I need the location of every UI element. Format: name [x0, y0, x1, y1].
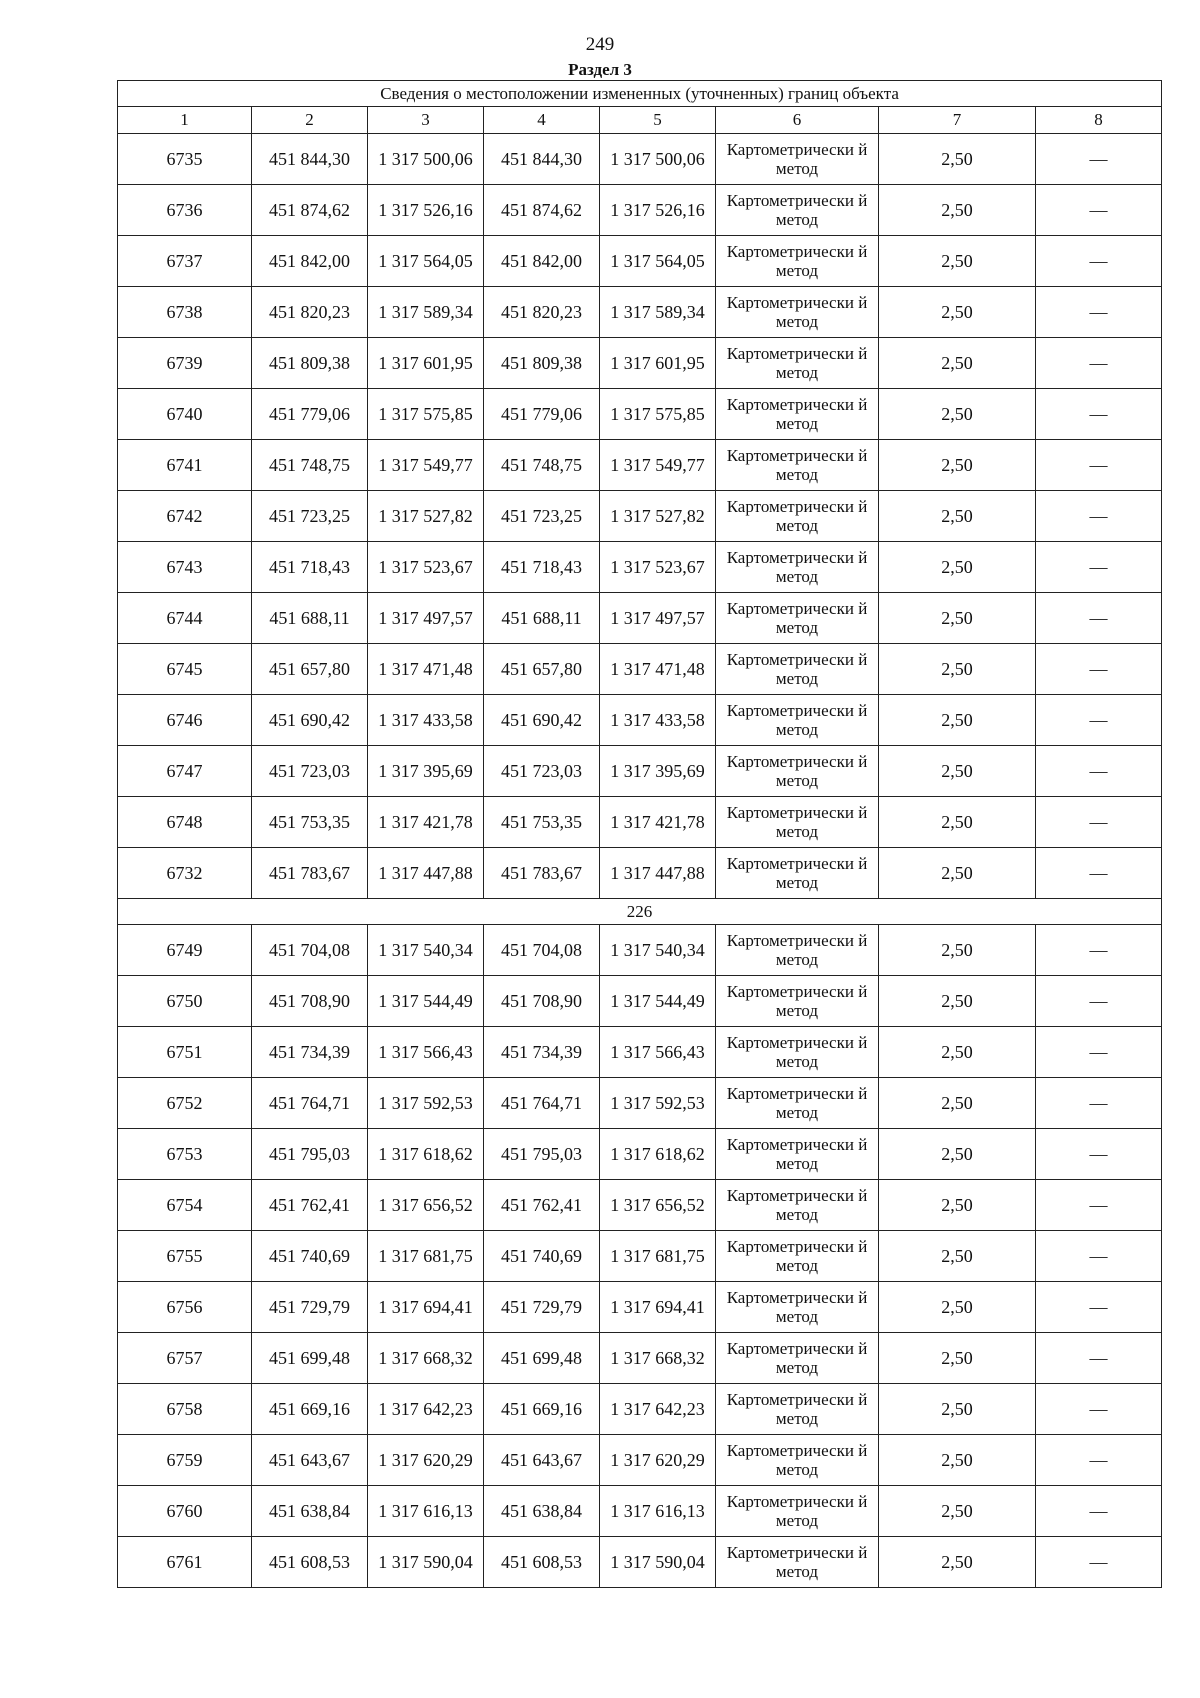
group-label-row — [118, 899, 1162, 925]
x-new-cell: 451 699,48 — [484, 1333, 600, 1384]
description-cell: — — [1036, 1231, 1162, 1282]
column-number-8: 8 — [1036, 107, 1162, 134]
precision-cell: 2,50 — [879, 797, 1036, 848]
x-new-cell: 451 740,69 — [484, 1231, 600, 1282]
description-cell: — — [1036, 542, 1162, 593]
x-new-cell: 451 690,42 — [484, 695, 600, 746]
table-row — [118, 644, 1162, 695]
table-row — [118, 440, 1162, 491]
x-new-cell: 451 723,25 — [484, 491, 600, 542]
method-cell: Картометрически й метод — [716, 1180, 879, 1231]
description-cell: — — [1036, 134, 1162, 185]
x-old-cell: 451 723,03 — [252, 746, 368, 797]
table-row — [118, 338, 1162, 389]
y-new-cell: 1 317 523,67 — [600, 542, 716, 593]
method-cell: Картометрически й метод — [716, 440, 879, 491]
x-old-cell: 451 708,90 — [252, 976, 368, 1027]
y-new-cell: 1 317 642,23 — [600, 1384, 716, 1435]
x-old-cell: 451 718,43 — [252, 542, 368, 593]
x-new-cell: 451 844,30 — [484, 134, 600, 185]
description-cell: — — [1036, 695, 1162, 746]
y-new-cell: 1 317 656,52 — [600, 1180, 716, 1231]
y-new-cell: 1 317 589,34 — [600, 287, 716, 338]
table-row — [118, 1282, 1162, 1333]
y-old-cell: 1 317 500,06 — [368, 134, 484, 185]
method-cell: Картометрически й метод — [716, 797, 879, 848]
y-old-cell: 1 317 592,53 — [368, 1078, 484, 1129]
method-cell: Картометрически й метод — [716, 1027, 879, 1078]
x-new-cell: 451 638,84 — [484, 1486, 600, 1537]
y-old-cell: 1 317 527,82 — [368, 491, 484, 542]
precision-cell: 2,50 — [879, 1027, 1036, 1078]
x-old-cell: 451 842,00 — [252, 236, 368, 287]
x-old-cell: 451 729,79 — [252, 1282, 368, 1333]
y-new-cell: 1 317 527,82 — [600, 491, 716, 542]
description-cell: — — [1036, 287, 1162, 338]
y-old-cell: 1 317 668,32 — [368, 1333, 484, 1384]
x-old-cell: 451 638,84 — [252, 1486, 368, 1537]
y-old-cell: 1 317 433,58 — [368, 695, 484, 746]
point-number-cell: 6754 — [118, 1180, 252, 1231]
y-new-cell: 1 317 616,13 — [600, 1486, 716, 1537]
x-new-cell: 451 783,67 — [484, 848, 600, 899]
precision-cell: 2,50 — [879, 976, 1036, 1027]
y-new-cell: 1 317 549,77 — [600, 440, 716, 491]
table-row — [118, 1231, 1162, 1282]
method-cell: Картометрически й метод — [716, 134, 879, 185]
x-new-cell: 451 753,35 — [484, 797, 600, 848]
y-old-cell: 1 317 620,29 — [368, 1435, 484, 1486]
column-number-5: 5 — [600, 107, 716, 134]
point-number-cell: 6749 — [118, 925, 252, 976]
precision-cell: 2,50 — [879, 287, 1036, 338]
precision-cell: 2,50 — [879, 1129, 1036, 1180]
point-number-cell: 6747 — [118, 746, 252, 797]
x-new-cell: 451 669,16 — [484, 1384, 600, 1435]
method-cell: Картометрически й метод — [716, 1078, 879, 1129]
y-new-cell: 1 317 544,49 — [600, 976, 716, 1027]
y-old-cell: 1 317 523,67 — [368, 542, 484, 593]
y-old-cell: 1 317 590,04 — [368, 1537, 484, 1588]
table-row — [118, 848, 1162, 899]
x-old-cell: 451 874,62 — [252, 185, 368, 236]
table-row — [118, 976, 1162, 1027]
description-cell: — — [1036, 1078, 1162, 1129]
point-number-cell: 6748 — [118, 797, 252, 848]
precision-cell: 2,50 — [879, 1333, 1036, 1384]
y-old-cell: 1 317 589,34 — [368, 287, 484, 338]
description-cell: — — [1036, 338, 1162, 389]
precision-cell: 2,50 — [879, 1384, 1036, 1435]
x-new-cell: 451 729,79 — [484, 1282, 600, 1333]
description-cell: — — [1036, 389, 1162, 440]
precision-cell: 2,50 — [879, 1078, 1036, 1129]
method-cell: Картометрически й метод — [716, 185, 879, 236]
x-new-cell: 451 708,90 — [484, 976, 600, 1027]
table-row — [118, 1537, 1162, 1588]
table-row — [118, 1384, 1162, 1435]
y-old-cell: 1 317 549,77 — [368, 440, 484, 491]
description-cell: — — [1036, 1384, 1162, 1435]
table-row — [118, 1027, 1162, 1078]
x-new-cell: 451 734,39 — [484, 1027, 600, 1078]
point-number-cell: 6738 — [118, 287, 252, 338]
point-number-cell: 6750 — [118, 976, 252, 1027]
point-number-cell: 6755 — [118, 1231, 252, 1282]
precision-cell: 2,50 — [879, 491, 1036, 542]
y-new-cell: 1 317 421,78 — [600, 797, 716, 848]
description-cell: — — [1036, 236, 1162, 287]
column-number-4: 4 — [484, 107, 600, 134]
x-old-cell: 451 844,30 — [252, 134, 368, 185]
table-row — [118, 185, 1162, 236]
table-row — [118, 389, 1162, 440]
x-new-cell: 451 608,53 — [484, 1537, 600, 1588]
x-new-cell: 451 762,41 — [484, 1180, 600, 1231]
y-new-cell: 1 317 447,88 — [600, 848, 716, 899]
x-new-cell: 451 820,23 — [484, 287, 600, 338]
point-number-cell: 6761 — [118, 1537, 252, 1588]
method-cell: Картометрически й метод — [716, 1129, 879, 1180]
point-number-cell: 6760 — [118, 1486, 252, 1537]
precision-cell: 2,50 — [879, 338, 1036, 389]
x-old-cell: 451 608,53 — [252, 1537, 368, 1588]
method-cell: Картометрически й метод — [716, 695, 879, 746]
x-new-cell: 451 688,11 — [484, 593, 600, 644]
x-new-cell: 451 718,43 — [484, 542, 600, 593]
y-new-cell: 1 317 471,48 — [600, 644, 716, 695]
y-old-cell: 1 317 421,78 — [368, 797, 484, 848]
method-cell: Картометрически й метод — [716, 848, 879, 899]
y-old-cell: 1 317 564,05 — [368, 236, 484, 287]
point-number-cell: 6756 — [118, 1282, 252, 1333]
x-old-cell: 451 820,23 — [252, 287, 368, 338]
precision-cell: 2,50 — [879, 542, 1036, 593]
table-row — [118, 1486, 1162, 1537]
table-row — [118, 1129, 1162, 1180]
precision-cell: 2,50 — [879, 1231, 1036, 1282]
precision-cell: 2,50 — [879, 134, 1036, 185]
x-old-cell: 451 779,06 — [252, 389, 368, 440]
description-cell: — — [1036, 976, 1162, 1027]
y-new-cell: 1 317 566,43 — [600, 1027, 716, 1078]
x-old-cell: 451 723,25 — [252, 491, 368, 542]
x-old-cell: 451 809,38 — [252, 338, 368, 389]
method-cell: Картометрически й метод — [716, 746, 879, 797]
y-old-cell: 1 317 656,52 — [368, 1180, 484, 1231]
x-new-cell: 451 874,62 — [484, 185, 600, 236]
x-old-cell: 451 704,08 — [252, 925, 368, 976]
table-row — [118, 491, 1162, 542]
point-number-cell: 6741 — [118, 440, 252, 491]
precision-cell: 2,50 — [879, 848, 1036, 899]
point-number-cell: 6751 — [118, 1027, 252, 1078]
point-number-cell: 6736 — [118, 185, 252, 236]
table-row — [118, 1180, 1162, 1231]
point-number-cell: 6740 — [118, 389, 252, 440]
precision-cell: 2,50 — [879, 1435, 1036, 1486]
point-number-cell: 6753 — [118, 1129, 252, 1180]
table-row — [118, 695, 1162, 746]
y-old-cell: 1 317 526,16 — [368, 185, 484, 236]
x-new-cell: 451 704,08 — [484, 925, 600, 976]
table-row — [118, 1078, 1162, 1129]
description-cell: — — [1036, 1027, 1162, 1078]
group-label: 226 — [118, 899, 1162, 925]
x-old-cell: 451 783,67 — [252, 848, 368, 899]
y-old-cell: 1 317 616,13 — [368, 1486, 484, 1537]
method-cell: Картометрически й метод — [716, 1333, 879, 1384]
section-title: Раздел 3 — [568, 60, 632, 79]
y-old-cell: 1 317 642,23 — [368, 1384, 484, 1435]
point-number-cell: 6737 — [118, 236, 252, 287]
method-cell: Картометрически й метод — [716, 1537, 879, 1588]
table-row — [118, 1333, 1162, 1384]
table-row — [118, 287, 1162, 338]
description-cell: — — [1036, 925, 1162, 976]
table-row — [118, 593, 1162, 644]
description-cell: — — [1036, 1129, 1162, 1180]
x-new-cell: 451 748,75 — [484, 440, 600, 491]
precision-cell: 2,50 — [879, 593, 1036, 644]
point-number-cell: 6745 — [118, 644, 252, 695]
precision-cell: 2,50 — [879, 389, 1036, 440]
x-old-cell: 451 699,48 — [252, 1333, 368, 1384]
y-old-cell: 1 317 544,49 — [368, 976, 484, 1027]
y-old-cell: 1 317 566,43 — [368, 1027, 484, 1078]
point-number-cell: 6742 — [118, 491, 252, 542]
precision-cell: 2,50 — [879, 440, 1036, 491]
y-old-cell: 1 317 618,62 — [368, 1129, 484, 1180]
x-new-cell: 451 657,80 — [484, 644, 600, 695]
y-new-cell: 1 317 497,57 — [600, 593, 716, 644]
y-new-cell: 1 317 620,29 — [600, 1435, 716, 1486]
description-cell: — — [1036, 440, 1162, 491]
method-cell: Картометрически й метод — [716, 593, 879, 644]
method-cell: Картометрически й метод — [716, 389, 879, 440]
precision-cell: 2,50 — [879, 695, 1036, 746]
point-number-cell: 6746 — [118, 695, 252, 746]
description-cell: — — [1036, 1180, 1162, 1231]
column-number-7: 7 — [879, 107, 1036, 134]
y-old-cell: 1 317 395,69 — [368, 746, 484, 797]
precision-cell: 2,50 — [879, 1537, 1036, 1588]
description-cell: — — [1036, 746, 1162, 797]
x-new-cell: 451 643,67 — [484, 1435, 600, 1486]
precision-cell: 2,50 — [879, 236, 1036, 287]
description-cell: — — [1036, 1333, 1162, 1384]
method-cell: Картометрически й метод — [716, 236, 879, 287]
point-number-cell: 6735 — [118, 134, 252, 185]
x-old-cell: 451 734,39 — [252, 1027, 368, 1078]
method-cell: Картометрически й метод — [716, 542, 879, 593]
description-cell: — — [1036, 1435, 1162, 1486]
y-new-cell: 1 317 526,16 — [600, 185, 716, 236]
y-old-cell: 1 317 681,75 — [368, 1231, 484, 1282]
description-cell: — — [1036, 848, 1162, 899]
table-row — [118, 236, 1162, 287]
x-old-cell: 451 740,69 — [252, 1231, 368, 1282]
description-cell: — — [1036, 1486, 1162, 1537]
x-old-cell: 451 753,35 — [252, 797, 368, 848]
description-cell: — — [1036, 1282, 1162, 1333]
method-cell: Картометрически й метод — [716, 338, 879, 389]
column-number-1: 1 — [118, 107, 252, 134]
x-new-cell: 451 779,06 — [484, 389, 600, 440]
column-number-row — [118, 107, 1162, 134]
method-cell: Картометрически й метод — [716, 491, 879, 542]
y-old-cell: 1 317 471,48 — [368, 644, 484, 695]
method-cell: Картометрически й метод — [716, 1435, 879, 1486]
table-row — [118, 1435, 1162, 1486]
x-old-cell: 451 669,16 — [252, 1384, 368, 1435]
description-cell: — — [1036, 491, 1162, 542]
y-new-cell: 1 317 395,69 — [600, 746, 716, 797]
precision-cell: 2,50 — [879, 1180, 1036, 1231]
description-cell: — — [1036, 1537, 1162, 1588]
method-cell: Картометрически й метод — [716, 1486, 879, 1537]
point-number-cell: 6759 — [118, 1435, 252, 1486]
x-new-cell: 451 764,71 — [484, 1078, 600, 1129]
y-old-cell: 1 317 540,34 — [368, 925, 484, 976]
y-old-cell: 1 317 575,85 — [368, 389, 484, 440]
method-cell: Картометрически й метод — [716, 1282, 879, 1333]
point-number-cell: 6739 — [118, 338, 252, 389]
description-cell: — — [1036, 593, 1162, 644]
y-old-cell: 1 317 694,41 — [368, 1282, 484, 1333]
table-body — [118, 134, 1162, 1588]
point-number-cell: 6758 — [118, 1384, 252, 1435]
column-number-3: 3 — [368, 107, 484, 134]
x-old-cell: 451 764,71 — [252, 1078, 368, 1129]
x-old-cell: 451 748,75 — [252, 440, 368, 491]
description-cell: — — [1036, 644, 1162, 695]
description-cell: — — [1036, 185, 1162, 236]
x-new-cell: 451 809,38 — [484, 338, 600, 389]
method-cell: Картометрически й метод — [716, 1384, 879, 1435]
precision-cell: 2,50 — [879, 925, 1036, 976]
x-old-cell: 451 690,42 — [252, 695, 368, 746]
point-number-cell: 6744 — [118, 593, 252, 644]
page-number: 249 — [585, 34, 615, 55]
precision-cell: 2,50 — [879, 644, 1036, 695]
table-row — [118, 746, 1162, 797]
x-old-cell: 451 762,41 — [252, 1180, 368, 1231]
method-cell: Картометрически й метод — [716, 1231, 879, 1282]
precision-cell: 2,50 — [879, 1282, 1036, 1333]
y-new-cell: 1 317 500,06 — [600, 134, 716, 185]
y-new-cell: 1 317 694,41 — [600, 1282, 716, 1333]
column-number-6: 6 — [716, 107, 879, 134]
y-new-cell: 1 317 601,95 — [600, 338, 716, 389]
y-old-cell: 1 317 447,88 — [368, 848, 484, 899]
x-new-cell: 451 795,03 — [484, 1129, 600, 1180]
precision-cell: 2,50 — [879, 185, 1036, 236]
boundary-coordinates-table — [117, 80, 1162, 1588]
x-new-cell: 451 723,03 — [484, 746, 600, 797]
point-number-cell: 6752 — [118, 1078, 252, 1129]
table-caption: Сведения о местоположении измененных (уточненных) границ объекта — [118, 81, 1162, 107]
table-row — [118, 542, 1162, 593]
table-row — [118, 797, 1162, 848]
x-old-cell: 451 795,03 — [252, 1129, 368, 1180]
point-number-cell: 6757 — [118, 1333, 252, 1384]
x-old-cell: 451 688,11 — [252, 593, 368, 644]
precision-cell: 2,50 — [879, 1486, 1036, 1537]
point-number-cell: 6732 — [118, 848, 252, 899]
method-cell: Картометрически й метод — [716, 644, 879, 695]
y-new-cell: 1 317 668,32 — [600, 1333, 716, 1384]
y-new-cell: 1 317 564,05 — [600, 236, 716, 287]
y-new-cell: 1 317 590,04 — [600, 1537, 716, 1588]
y-new-cell: 1 317 540,34 — [600, 925, 716, 976]
column-number-2: 2 — [252, 107, 368, 134]
point-number-cell: 6743 — [118, 542, 252, 593]
table-row — [118, 925, 1162, 976]
y-new-cell: 1 317 433,58 — [600, 695, 716, 746]
x-old-cell: 451 657,80 — [252, 644, 368, 695]
y-new-cell: 1 317 618,62 — [600, 1129, 716, 1180]
y-old-cell: 1 317 497,57 — [368, 593, 484, 644]
y-new-cell: 1 317 681,75 — [600, 1231, 716, 1282]
y-new-cell: 1 317 592,53 — [600, 1078, 716, 1129]
x-old-cell: 451 643,67 — [252, 1435, 368, 1486]
method-cell: Картометрически й метод — [716, 287, 879, 338]
precision-cell: 2,50 — [879, 746, 1036, 797]
method-cell: Картометрически й метод — [716, 976, 879, 1027]
y-old-cell: 1 317 601,95 — [368, 338, 484, 389]
x-new-cell: 451 842,00 — [484, 236, 600, 287]
description-cell: — — [1036, 797, 1162, 848]
method-cell: Картометрически й метод — [716, 925, 879, 976]
y-new-cell: 1 317 575,85 — [600, 389, 716, 440]
table-row — [118, 134, 1162, 185]
